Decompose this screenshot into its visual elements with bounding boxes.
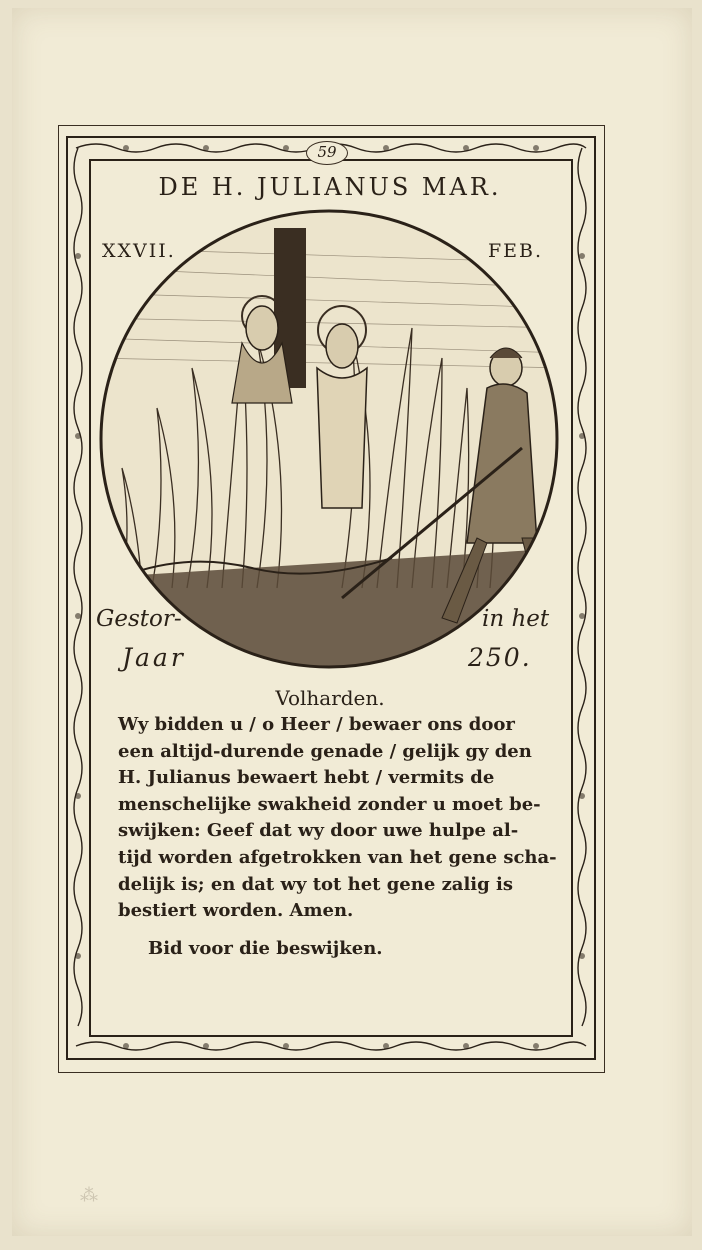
prayer-line: Wy bidden u / o Heer / bewaer ons door <box>118 714 515 735</box>
prayer-line: menschelijke swakheid zonder u moet be- <box>118 793 541 815</box>
prayer-text <box>118 712 557 925</box>
year-label: Jaar <box>122 643 186 672</box>
feast-month: FEB. <box>488 240 544 262</box>
prayer-line: een altijd-durende genade / gelijk gy den <box>118 740 532 762</box>
feast-day: XXVII. <box>102 240 176 262</box>
page-number: 59 <box>306 141 348 165</box>
martyrdom-engraving <box>92 208 566 670</box>
prayer-line: tijd worden afgetrokken van het gene scha- <box>118 846 557 868</box>
death-label-left: Gestor- <box>96 606 182 632</box>
faded-mark: ⁂ <box>80 1185 98 1206</box>
page-title: DE H. JULIANUS MAR. <box>158 173 502 201</box>
prayer-line: bestiert worden. Amen. <box>118 900 354 922</box>
year-value: 250. <box>468 643 532 672</box>
prayer-line: swijken: Geef dat wy door uwe hulpe al- <box>118 820 519 842</box>
death-label-right: in het <box>482 606 550 632</box>
closing-line: Bid voor die beswijken. <box>148 938 383 959</box>
prayer-line: delijk is; en dat wy tot het gene zalig is <box>118 873 513 895</box>
prayer-heading: Volharden. <box>275 686 385 710</box>
prayer-line: H. Julianus bewaert hebt / vermits de <box>118 767 495 789</box>
